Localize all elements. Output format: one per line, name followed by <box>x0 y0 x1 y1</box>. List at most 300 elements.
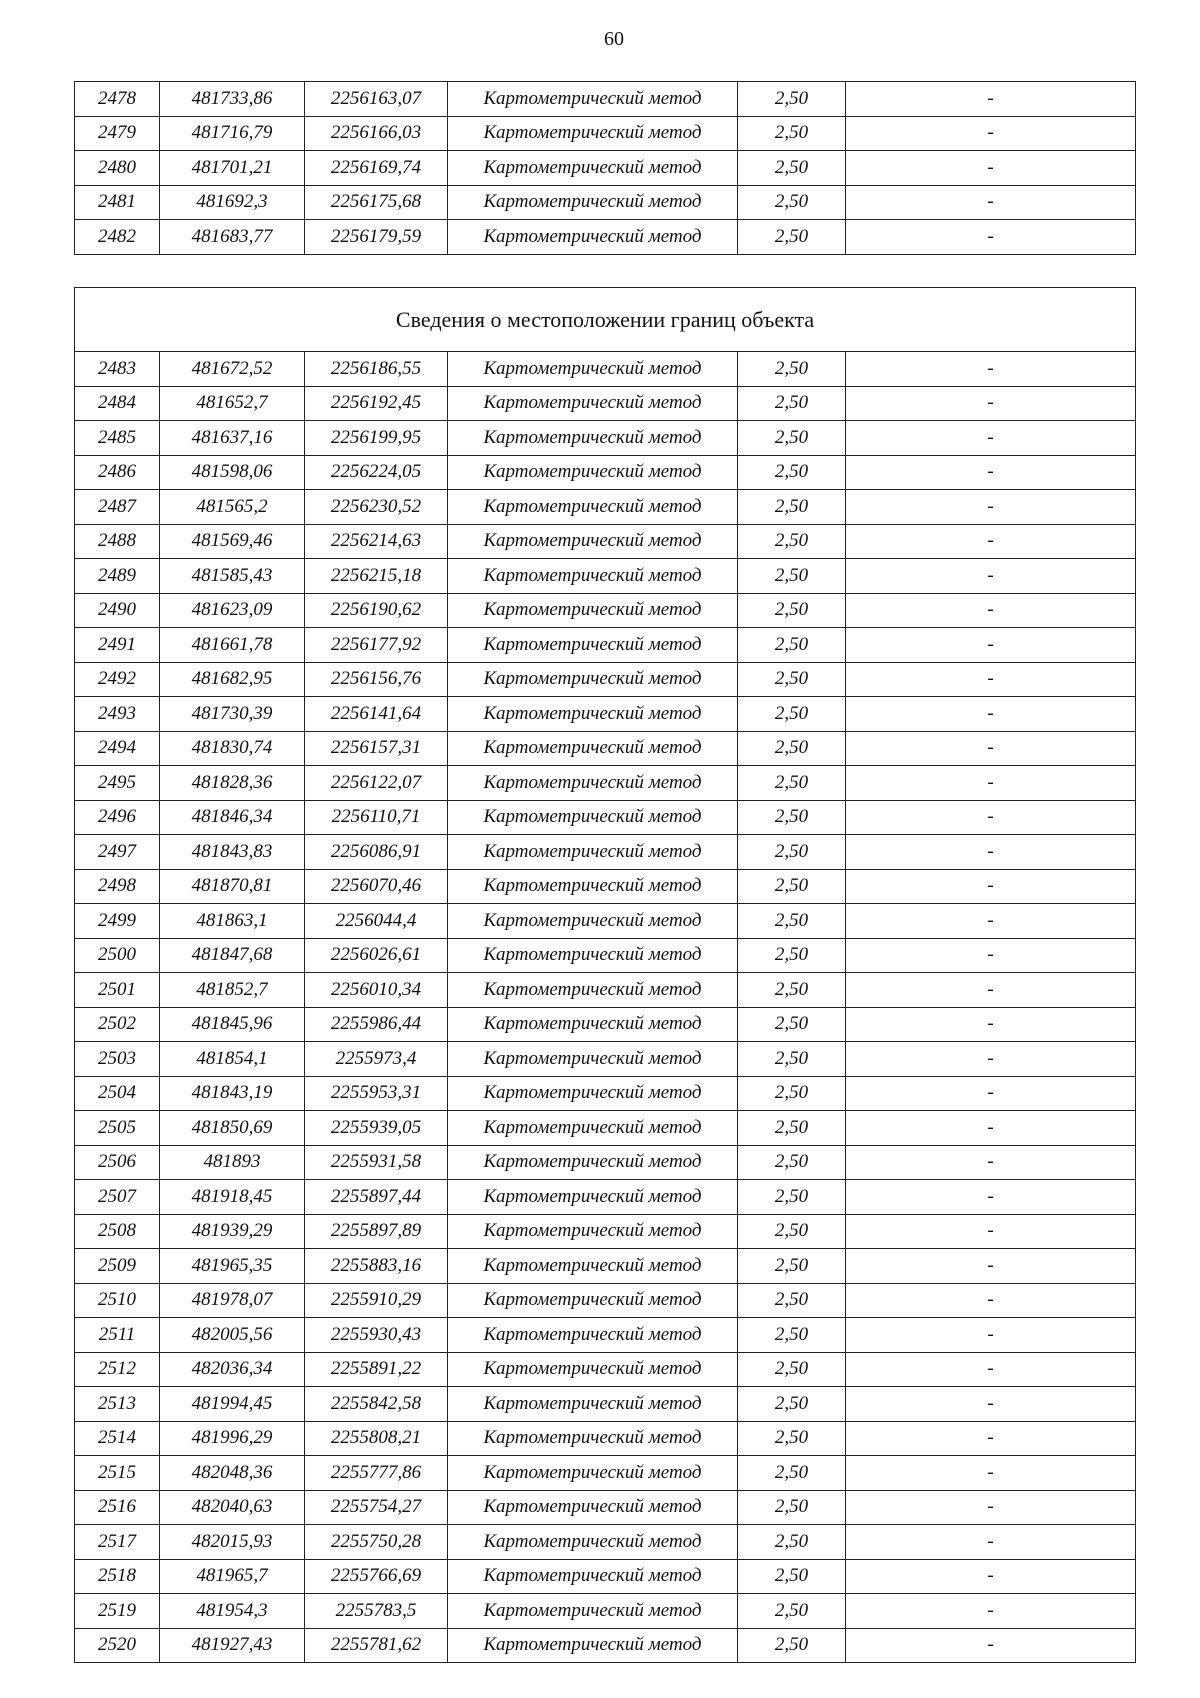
table-row <box>75 628 1136 663</box>
point-number-cell: 2504 <box>75 1076 160 1111</box>
method-cell: Картометрический метод <box>448 1214 738 1249</box>
y-coordinate-cell: 2256186,55 <box>305 352 448 387</box>
x-coordinate-cell: 481954,3 <box>160 1594 305 1629</box>
point-number-cell: 2500 <box>75 938 160 973</box>
description-cell: - <box>846 352 1136 387</box>
x-coordinate-cell: 481830,74 <box>160 731 305 766</box>
point-number-cell: 2509 <box>75 1249 160 1284</box>
description-cell: - <box>846 1180 1136 1215</box>
accuracy-cell: 2,50 <box>738 1594 846 1629</box>
table-row <box>75 973 1136 1008</box>
point-number-cell: 2496 <box>75 800 160 835</box>
method-cell: Картометрический метод <box>448 1525 738 1560</box>
description-cell: - <box>846 1076 1136 1111</box>
description-cell: - <box>846 220 1136 255</box>
y-coordinate-cell: 2256070,46 <box>305 869 448 904</box>
description-cell: - <box>846 800 1136 835</box>
table-row <box>75 731 1136 766</box>
accuracy-cell: 2,50 <box>738 973 846 1008</box>
point-number-cell: 2516 <box>75 1490 160 1525</box>
table-row <box>75 220 1136 255</box>
point-number-cell: 2492 <box>75 662 160 697</box>
accuracy-cell: 2,50 <box>738 1111 846 1146</box>
method-cell: Картометрический метод <box>448 1111 738 1146</box>
y-coordinate-cell: 2255930,43 <box>305 1318 448 1353</box>
x-coordinate-cell: 481918,45 <box>160 1180 305 1215</box>
accuracy-cell: 2,50 <box>738 800 846 835</box>
table-row <box>75 1387 1136 1422</box>
table-row <box>75 1525 1136 1560</box>
description-cell: - <box>846 1145 1136 1180</box>
accuracy-cell: 2,50 <box>738 1525 846 1560</box>
accuracy-cell: 2,50 <box>738 628 846 663</box>
y-coordinate-cell: 2256110,71 <box>305 800 448 835</box>
accuracy-cell: 2,50 <box>738 1490 846 1525</box>
accuracy-cell: 2,50 <box>738 455 846 490</box>
table-row <box>75 1180 1136 1215</box>
table-row <box>75 593 1136 628</box>
y-coordinate-cell: 2256169,74 <box>305 151 448 186</box>
y-coordinate-cell: 2255939,05 <box>305 1111 448 1146</box>
point-number-cell: 2497 <box>75 835 160 870</box>
point-number-cell: 2515 <box>75 1456 160 1491</box>
method-cell: Картометрический метод <box>448 628 738 663</box>
x-coordinate-cell: 481733,86 <box>160 82 305 117</box>
y-coordinate-cell: 2256177,92 <box>305 628 448 663</box>
description-cell: - <box>846 185 1136 220</box>
point-number-cell: 2512 <box>75 1352 160 1387</box>
accuracy-cell: 2,50 <box>738 938 846 973</box>
point-number-cell: 2503 <box>75 1042 160 1077</box>
description-cell: - <box>846 1525 1136 1560</box>
y-coordinate-cell: 2256224,05 <box>305 455 448 490</box>
boundary-coordinates-table <box>74 287 1136 1663</box>
method-cell: Картометрический метод <box>448 524 738 559</box>
method-cell: Картометрический метод <box>448 593 738 628</box>
method-cell: Картометрический метод <box>448 973 738 1008</box>
point-number-cell: 2507 <box>75 1180 160 1215</box>
y-coordinate-cell: 2256163,07 <box>305 82 448 117</box>
x-coordinate-cell: 481939,29 <box>160 1214 305 1249</box>
description-cell: - <box>846 1456 1136 1491</box>
accuracy-cell: 2,50 <box>738 559 846 594</box>
point-number-cell: 2480 <box>75 151 160 186</box>
x-coordinate-cell: 482048,36 <box>160 1456 305 1491</box>
accuracy-cell: 2,50 <box>738 220 846 255</box>
y-coordinate-cell: 2255781,62 <box>305 1628 448 1663</box>
y-coordinate-cell: 2255766,69 <box>305 1559 448 1594</box>
table-row <box>75 1249 1136 1284</box>
method-cell: Картометрический метод <box>448 800 738 835</box>
method-cell: Картометрический метод <box>448 1352 738 1387</box>
table-row <box>75 835 1136 870</box>
y-coordinate-cell: 2256214,63 <box>305 524 448 559</box>
x-coordinate-cell: 481850,69 <box>160 1111 305 1146</box>
table-row <box>75 1594 1136 1629</box>
method-cell: Картометрический метод <box>448 1076 738 1111</box>
description-cell: - <box>846 628 1136 663</box>
method-cell: Картометрический метод <box>448 766 738 801</box>
y-coordinate-cell: 2256215,18 <box>305 559 448 594</box>
accuracy-cell: 2,50 <box>738 869 846 904</box>
description-cell: - <box>846 421 1136 456</box>
x-coordinate-cell: 481843,83 <box>160 835 305 870</box>
method-cell: Картометрический метод <box>448 1594 738 1629</box>
x-coordinate-cell: 481565,2 <box>160 490 305 525</box>
description-cell: - <box>846 938 1136 973</box>
accuracy-cell: 2,50 <box>738 82 846 117</box>
y-coordinate-cell: 2256156,76 <box>305 662 448 697</box>
description-cell: - <box>846 1559 1136 1594</box>
x-coordinate-cell: 481652,7 <box>160 386 305 421</box>
method-cell: Картометрический метод <box>448 116 738 151</box>
x-coordinate-cell: 481863,1 <box>160 904 305 939</box>
x-coordinate-cell: 481672,52 <box>160 352 305 387</box>
x-coordinate-cell: 481846,34 <box>160 800 305 835</box>
section-title: Сведения о местоположении границ объекта <box>75 288 1136 352</box>
point-number-cell: 2491 <box>75 628 160 663</box>
x-coordinate-cell: 481847,68 <box>160 938 305 973</box>
description-cell: - <box>846 904 1136 939</box>
method-cell: Картометрический метод <box>448 1007 738 1042</box>
y-coordinate-cell: 2256044,4 <box>305 904 448 939</box>
accuracy-cell: 2,50 <box>738 1007 846 1042</box>
point-number-cell: 2499 <box>75 904 160 939</box>
point-number-cell: 2488 <box>75 524 160 559</box>
description-cell: - <box>846 835 1136 870</box>
method-cell: Картометрический метод <box>448 1283 738 1318</box>
accuracy-cell: 2,50 <box>738 1076 846 1111</box>
y-coordinate-cell: 2256086,91 <box>305 835 448 870</box>
method-cell: Картометрический метод <box>448 1249 738 1284</box>
table-row <box>75 697 1136 732</box>
method-cell: Картометрический метод <box>448 1042 738 1077</box>
point-number-cell: 2481 <box>75 185 160 220</box>
y-coordinate-cell: 2255754,27 <box>305 1490 448 1525</box>
method-cell: Картометрический метод <box>448 220 738 255</box>
description-cell: - <box>846 524 1136 559</box>
table-row <box>75 421 1136 456</box>
accuracy-cell: 2,50 <box>738 904 846 939</box>
table-row <box>75 559 1136 594</box>
accuracy-cell: 2,50 <box>738 697 846 732</box>
x-coordinate-cell: 481843,19 <box>160 1076 305 1111</box>
x-coordinate-cell: 481978,07 <box>160 1283 305 1318</box>
accuracy-cell: 2,50 <box>738 1559 846 1594</box>
x-coordinate-cell: 482015,93 <box>160 1525 305 1560</box>
description-cell: - <box>846 1214 1136 1249</box>
point-number-cell: 2483 <box>75 352 160 387</box>
method-cell: Картометрический метод <box>448 1456 738 1491</box>
x-coordinate-cell: 481569,46 <box>160 524 305 559</box>
description-cell: - <box>846 490 1136 525</box>
table-row <box>75 386 1136 421</box>
table-row <box>75 1283 1136 1318</box>
point-number-cell: 2518 <box>75 1559 160 1594</box>
y-coordinate-cell: 2255897,44 <box>305 1180 448 1215</box>
point-number-cell: 2517 <box>75 1525 160 1560</box>
accuracy-cell: 2,50 <box>738 116 846 151</box>
description-cell: - <box>846 662 1136 697</box>
accuracy-cell: 2,50 <box>738 593 846 628</box>
table-row <box>75 151 1136 186</box>
description-cell: - <box>846 1490 1136 1525</box>
x-coordinate-cell: 481730,39 <box>160 697 305 732</box>
accuracy-cell: 2,50 <box>738 1249 846 1284</box>
point-number-cell: 2501 <box>75 973 160 1008</box>
description-cell: - <box>846 1249 1136 1284</box>
description-cell: - <box>846 1318 1136 1353</box>
y-coordinate-cell: 2255842,58 <box>305 1387 448 1422</box>
x-coordinate-cell: 481598,06 <box>160 455 305 490</box>
y-coordinate-cell: 2255777,86 <box>305 1456 448 1491</box>
method-cell: Картометрический метод <box>448 490 738 525</box>
x-coordinate-cell: 481661,78 <box>160 628 305 663</box>
x-coordinate-cell: 481852,7 <box>160 973 305 1008</box>
page-number: 60 <box>604 28 624 50</box>
method-cell: Картометрический метод <box>448 1145 738 1180</box>
x-coordinate-cell: 481854,1 <box>160 1042 305 1077</box>
table-row <box>75 1145 1136 1180</box>
description-cell: - <box>846 1007 1136 1042</box>
x-coordinate-cell: 481692,3 <box>160 185 305 220</box>
accuracy-cell: 2,50 <box>738 1421 846 1456</box>
method-cell: Картометрический метод <box>448 835 738 870</box>
coordinates-table-continued <box>74 81 1136 255</box>
x-coordinate-cell: 481996,29 <box>160 1421 305 1456</box>
description-cell: - <box>846 559 1136 594</box>
y-coordinate-cell: 2255891,22 <box>305 1352 448 1387</box>
description-cell: - <box>846 1042 1136 1077</box>
method-cell: Картометрический метод <box>448 697 738 732</box>
method-cell: Картометрический метод <box>448 1421 738 1456</box>
description-cell: - <box>846 593 1136 628</box>
point-number-cell: 2494 <box>75 731 160 766</box>
accuracy-cell: 2,50 <box>738 766 846 801</box>
description-cell: - <box>846 697 1136 732</box>
accuracy-cell: 2,50 <box>738 1318 846 1353</box>
y-coordinate-cell: 2256179,59 <box>305 220 448 255</box>
y-coordinate-cell: 2256175,68 <box>305 185 448 220</box>
method-cell: Картометрический метод <box>448 421 738 456</box>
y-coordinate-cell: 2255931,58 <box>305 1145 448 1180</box>
table-row <box>75 1214 1136 1249</box>
description-cell: - <box>846 1387 1136 1422</box>
y-coordinate-cell: 2256026,61 <box>305 938 448 973</box>
x-coordinate-cell: 481870,81 <box>160 869 305 904</box>
x-coordinate-cell: 481845,96 <box>160 1007 305 1042</box>
table-row <box>75 116 1136 151</box>
description-cell: - <box>846 1111 1136 1146</box>
method-cell: Картометрический метод <box>448 559 738 594</box>
point-number-cell: 2502 <box>75 1007 160 1042</box>
description-cell: - <box>846 869 1136 904</box>
table-row <box>75 455 1136 490</box>
point-number-cell: 2508 <box>75 1214 160 1249</box>
point-number-cell: 2487 <box>75 490 160 525</box>
x-coordinate-cell: 481637,16 <box>160 421 305 456</box>
point-number-cell: 2511 <box>75 1318 160 1353</box>
point-number-cell: 2479 <box>75 116 160 151</box>
accuracy-cell: 2,50 <box>738 151 846 186</box>
point-number-cell: 2482 <box>75 220 160 255</box>
method-cell: Картометрический метод <box>448 386 738 421</box>
method-cell: Картометрический метод <box>448 1180 738 1215</box>
accuracy-cell: 2,50 <box>738 352 846 387</box>
x-coordinate-cell: 481994,45 <box>160 1387 305 1422</box>
description-cell: - <box>846 766 1136 801</box>
table-row <box>75 869 1136 904</box>
description-cell: - <box>846 1421 1136 1456</box>
y-coordinate-cell: 2255986,44 <box>305 1007 448 1042</box>
point-number-cell: 2490 <box>75 593 160 628</box>
method-cell: Картометрический метод <box>448 1318 738 1353</box>
table-row <box>75 1076 1136 1111</box>
accuracy-cell: 2,50 <box>738 421 846 456</box>
accuracy-cell: 2,50 <box>738 1180 846 1215</box>
y-coordinate-cell: 2255910,29 <box>305 1283 448 1318</box>
table-row <box>75 524 1136 559</box>
y-coordinate-cell: 2256141,64 <box>305 697 448 732</box>
x-coordinate-cell: 481701,21 <box>160 151 305 186</box>
accuracy-cell: 2,50 <box>738 185 846 220</box>
x-coordinate-cell: 482036,34 <box>160 1352 305 1387</box>
table-row <box>75 1490 1136 1525</box>
accuracy-cell: 2,50 <box>738 386 846 421</box>
method-cell: Картометрический метод <box>448 1628 738 1663</box>
table-row <box>75 1007 1136 1042</box>
method-cell: Картометрический метод <box>448 1490 738 1525</box>
method-cell: Картометрический метод <box>448 1559 738 1594</box>
x-coordinate-cell: 481927,43 <box>160 1628 305 1663</box>
point-number-cell: 2514 <box>75 1421 160 1456</box>
accuracy-cell: 2,50 <box>738 1628 846 1663</box>
table-row <box>75 185 1136 220</box>
coordinates-table-body <box>75 82 1136 255</box>
point-number-cell: 2486 <box>75 455 160 490</box>
point-number-cell: 2506 <box>75 1145 160 1180</box>
table-row <box>75 1352 1136 1387</box>
accuracy-cell: 2,50 <box>738 1283 846 1318</box>
accuracy-cell: 2,50 <box>738 1214 846 1249</box>
table-row <box>75 1318 1136 1353</box>
y-coordinate-cell: 2255953,31 <box>305 1076 448 1111</box>
x-coordinate-cell: 481623,09 <box>160 593 305 628</box>
description-cell: - <box>846 1628 1136 1663</box>
method-cell: Картометрический метод <box>448 151 738 186</box>
y-coordinate-cell: 2256122,07 <box>305 766 448 801</box>
table-row <box>75 938 1136 973</box>
x-coordinate-cell: 481585,43 <box>160 559 305 594</box>
accuracy-cell: 2,50 <box>738 1145 846 1180</box>
y-coordinate-cell: 2256199,95 <box>305 421 448 456</box>
point-number-cell: 2485 <box>75 421 160 456</box>
method-cell: Картометрический метод <box>448 662 738 697</box>
point-number-cell: 2498 <box>75 869 160 904</box>
description-cell: - <box>846 1283 1136 1318</box>
description-cell: - <box>846 82 1136 117</box>
x-coordinate-cell: 481965,7 <box>160 1559 305 1594</box>
table-row <box>75 1111 1136 1146</box>
description-cell: - <box>846 973 1136 1008</box>
x-coordinate-cell: 481683,77 <box>160 220 305 255</box>
table-row <box>75 352 1136 387</box>
point-number-cell: 2495 <box>75 766 160 801</box>
description-cell: - <box>846 386 1136 421</box>
table-row <box>75 1042 1136 1077</box>
table-row <box>75 662 1136 697</box>
accuracy-cell: 2,50 <box>738 1352 846 1387</box>
accuracy-cell: 2,50 <box>738 1387 846 1422</box>
y-coordinate-cell: 2256166,03 <box>305 116 448 151</box>
table-row <box>75 766 1136 801</box>
x-coordinate-cell: 481893 <box>160 1145 305 1180</box>
point-number-cell: 2513 <box>75 1387 160 1422</box>
point-number-cell: 2519 <box>75 1594 160 1629</box>
method-cell: Картометрический метод <box>448 82 738 117</box>
y-coordinate-cell: 2256230,52 <box>305 490 448 525</box>
x-coordinate-cell: 481828,36 <box>160 766 305 801</box>
method-cell: Картометрический метод <box>448 1387 738 1422</box>
method-cell: Картометрический метод <box>448 904 738 939</box>
section-title-row <box>75 288 1136 352</box>
table-row <box>75 82 1136 117</box>
y-coordinate-cell: 2256010,34 <box>305 973 448 1008</box>
y-coordinate-cell: 2255808,21 <box>305 1421 448 1456</box>
point-number-cell: 2520 <box>75 1628 160 1663</box>
point-number-cell: 2493 <box>75 697 160 732</box>
description-cell: - <box>846 151 1136 186</box>
y-coordinate-cell: 2256157,31 <box>305 731 448 766</box>
table-row <box>75 800 1136 835</box>
accuracy-cell: 2,50 <box>738 835 846 870</box>
description-cell: - <box>846 116 1136 151</box>
description-cell: - <box>846 1594 1136 1629</box>
method-cell: Картометрический метод <box>448 938 738 973</box>
y-coordinate-cell: 2255883,16 <box>305 1249 448 1284</box>
accuracy-cell: 2,50 <box>738 490 846 525</box>
y-coordinate-cell: 2255783,5 <box>305 1594 448 1629</box>
y-coordinate-cell: 2256192,45 <box>305 386 448 421</box>
table-row <box>75 904 1136 939</box>
point-number-cell: 2510 <box>75 1283 160 1318</box>
description-cell: - <box>846 731 1136 766</box>
method-cell: Картометрический метод <box>448 352 738 387</box>
coordinates-table-body <box>75 352 1136 1663</box>
y-coordinate-cell: 2256190,62 <box>305 593 448 628</box>
method-cell: Картометрический метод <box>448 185 738 220</box>
table-row <box>75 1559 1136 1594</box>
description-cell: - <box>846 455 1136 490</box>
x-coordinate-cell: 481716,79 <box>160 116 305 151</box>
x-coordinate-cell: 481965,35 <box>160 1249 305 1284</box>
point-number-cell: 2478 <box>75 82 160 117</box>
y-coordinate-cell: 2255897,89 <box>305 1214 448 1249</box>
accuracy-cell: 2,50 <box>738 1042 846 1077</box>
table-row <box>75 1456 1136 1491</box>
point-number-cell: 2484 <box>75 386 160 421</box>
point-number-cell: 2489 <box>75 559 160 594</box>
x-coordinate-cell: 482005,56 <box>160 1318 305 1353</box>
accuracy-cell: 2,50 <box>738 731 846 766</box>
accuracy-cell: 2,50 <box>738 1456 846 1491</box>
table-row <box>75 1421 1136 1456</box>
x-coordinate-cell: 482040,63 <box>160 1490 305 1525</box>
table-row <box>75 490 1136 525</box>
accuracy-cell: 2,50 <box>738 662 846 697</box>
y-coordinate-cell: 2255750,28 <box>305 1525 448 1560</box>
x-coordinate-cell: 481682,95 <box>160 662 305 697</box>
